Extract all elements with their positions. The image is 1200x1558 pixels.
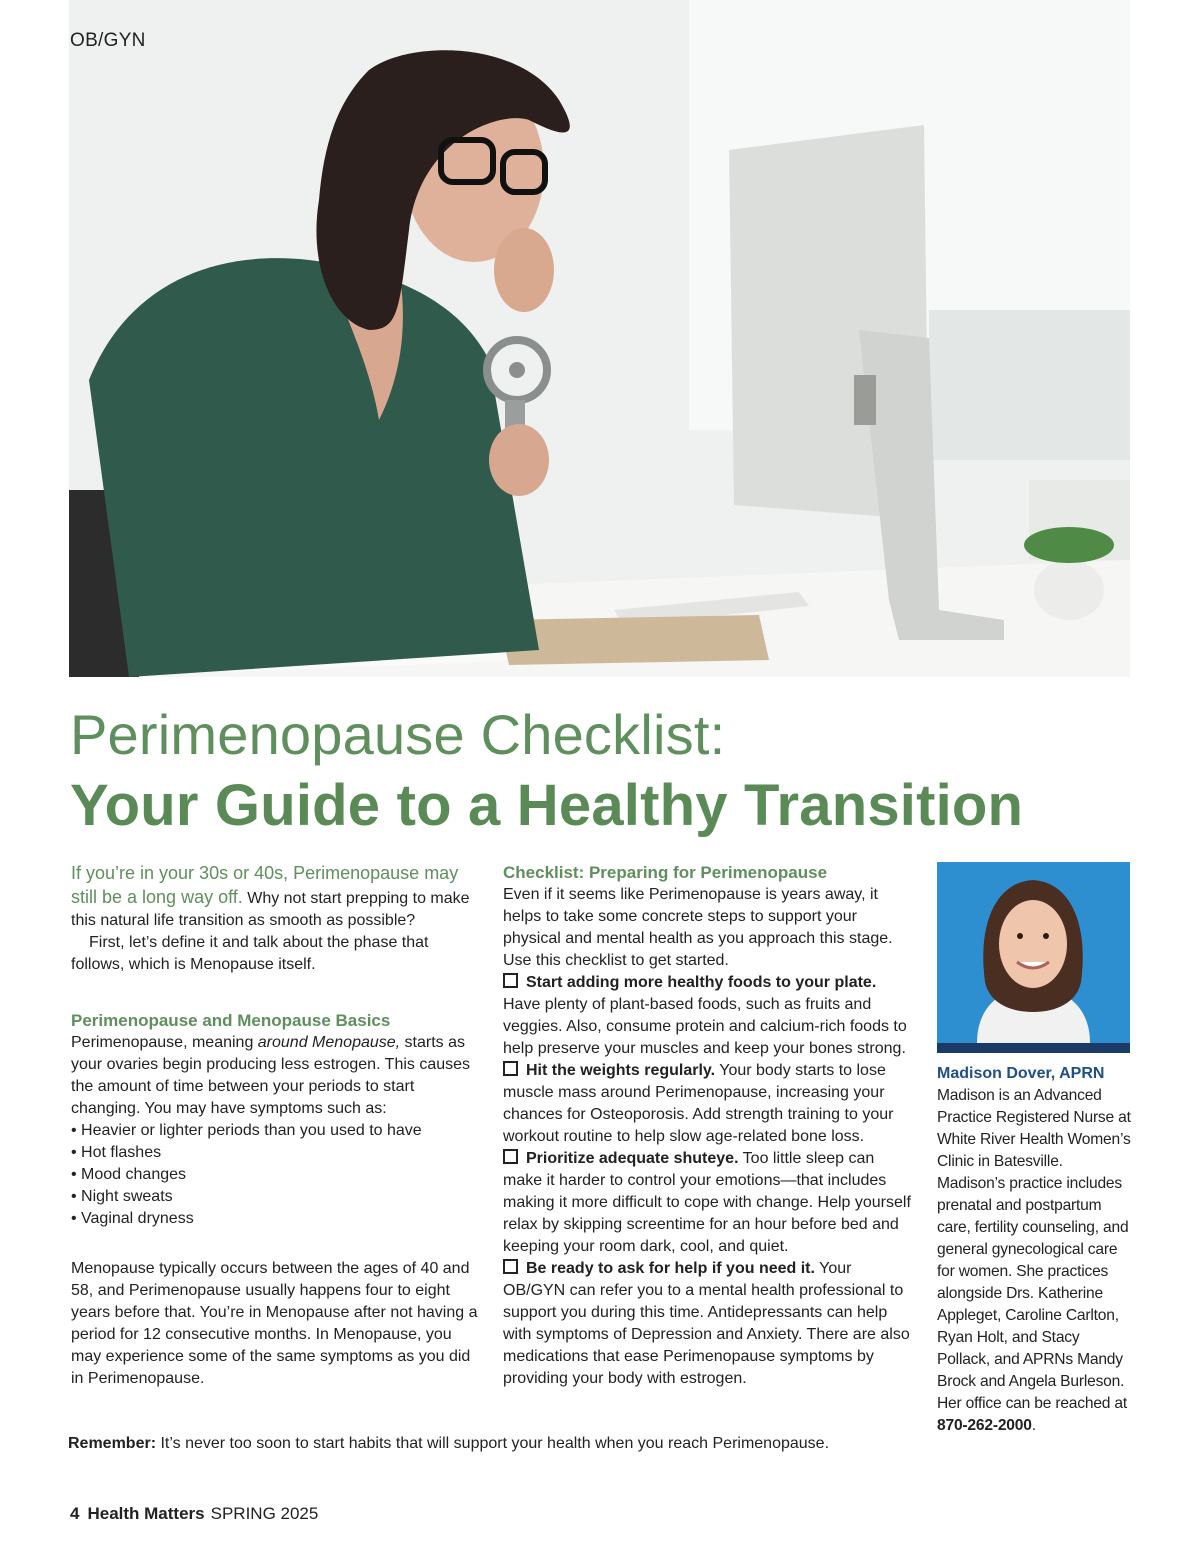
checkbox-icon: [503, 1061, 518, 1076]
article-title-line2: Your Guide to a Healthy Transition: [70, 773, 1024, 838]
issue-label: SPRING 2025: [210, 1504, 319, 1523]
column-intro: [71, 862, 483, 1390]
intro-lede: If you’re in your 30s or 40s, Perimenopause may still be a long way off.: [71, 863, 459, 907]
list-item: • Mood changes: [71, 1164, 483, 1186]
checklist-item: Start adding more healthy foods to your plate. Have plenty of plant-based foods, such as fruits and veggies. Also, consume protein and calcium-rich foods to help preserve your muscles and keep your bones strong.: [503, 974, 907, 1057]
basics-paragraph-2: Menopause typically occurs between the ages of 40 and 58, and Perimenopause usually happens four to eight years before that. You’re in Menopause after not having a period for 12 consecutive months. In Menopause, you may experience some of the same symptoms as you did in Perimenopause.: [71, 1260, 478, 1387]
remember-note: Remember: It’s never too soon to start habits that will support your health when you reach Perimenopause.: [68, 1435, 830, 1452]
page-footer: [70, 1504, 318, 1524]
publication-name: Health Matters: [87, 1504, 205, 1523]
intro-paragraph-2: First, let’s define it and talk about the phase that follows, which is Menopause itself.: [71, 934, 429, 973]
author-phone: 870-262-2000: [937, 1417, 1032, 1434]
basics-paragraph-1: Perimenopause, meaning around Menopause, starts as your ovaries begin producing less estrogen. This causes the amount of time between your periods to start changing. You may have symptoms such as:: [71, 1034, 471, 1117]
checklist-intro: Even if it seems like Perimenopause is years away, it helps to take some concrete steps to support your physical and mental health as you approach this stage. Use this checklist to get started.: [503, 886, 893, 969]
checklist-item: Be ready to ask for help if you need it. Your OB/GYN can refer you to a mental health professional to support you during this time. Antidepressants can help with symptoms of Depression and Anxiety. There are also medications that ease Perimenopause symptoms by providing your body with estrogen.: [503, 1260, 910, 1387]
author-sidebar: [937, 862, 1132, 1437]
column-checklist: [503, 862, 913, 1390]
hero-photo: [69, 0, 1130, 677]
checklist-heading: Checklist: Preparing for Perimenopause: [503, 863, 828, 882]
author-photo: [937, 862, 1130, 1053]
list-item: • Hot flashes: [71, 1142, 483, 1164]
intro-paragraph: [71, 862, 483, 932]
list-item: • Night sweats: [71, 1186, 483, 1208]
intro-lede-rest: Why not start prepping to make this natural life transition as smooth as possible?: [71, 890, 470, 929]
author-bio: Madison is an Advanced Practice Registered Nurse at White River Health Women’s Clinic in Batesville. Madison’s practice includes prenatal and postpartum care, fertility counseling, and general gynecological care for women. She practices alongside Drs. Katherine Appleget, Caroline Carlton, Ryan Holt, and Stacy Pollack, and APRNs Mandy Brock and Angela Burleson. Her office can be reached at 870-262-2000.: [937, 1087, 1131, 1434]
symptom-list: [71, 1120, 483, 1230]
basics-heading: Perimenopause and Menopause Basics: [71, 1011, 391, 1030]
list-item: • Heavier or lighter periods than you used to have: [71, 1120, 483, 1142]
checklist-item: Prioritize adequate shuteye. Too little sleep can make it harder to control your emotions—that includes making it more difficult to cope with change. Help yourself relax by skipping screentime for an hour before bed and keeping your room dark, cool, and quiet.: [503, 1150, 911, 1255]
list-item: • Vaginal dryness: [71, 1208, 483, 1230]
checkbox-icon: [503, 1149, 518, 1164]
author-name: Madison Dover, APRN: [937, 1065, 1105, 1082]
checkbox-icon: [503, 973, 518, 988]
page-number: 4: [70, 1504, 80, 1523]
section-tag: OB/GYN: [70, 30, 146, 51]
checklist-item: Hit the weights regularly. Your body starts to lose muscle mass around Perimenopause, increasing your chances for Osteoporosis. Add strength training to your workout routine to help slow age-related bone loss.: [503, 1062, 894, 1145]
article-title-line1: Perimenopause Checklist:: [70, 703, 726, 766]
checkbox-icon: [503, 1259, 518, 1274]
